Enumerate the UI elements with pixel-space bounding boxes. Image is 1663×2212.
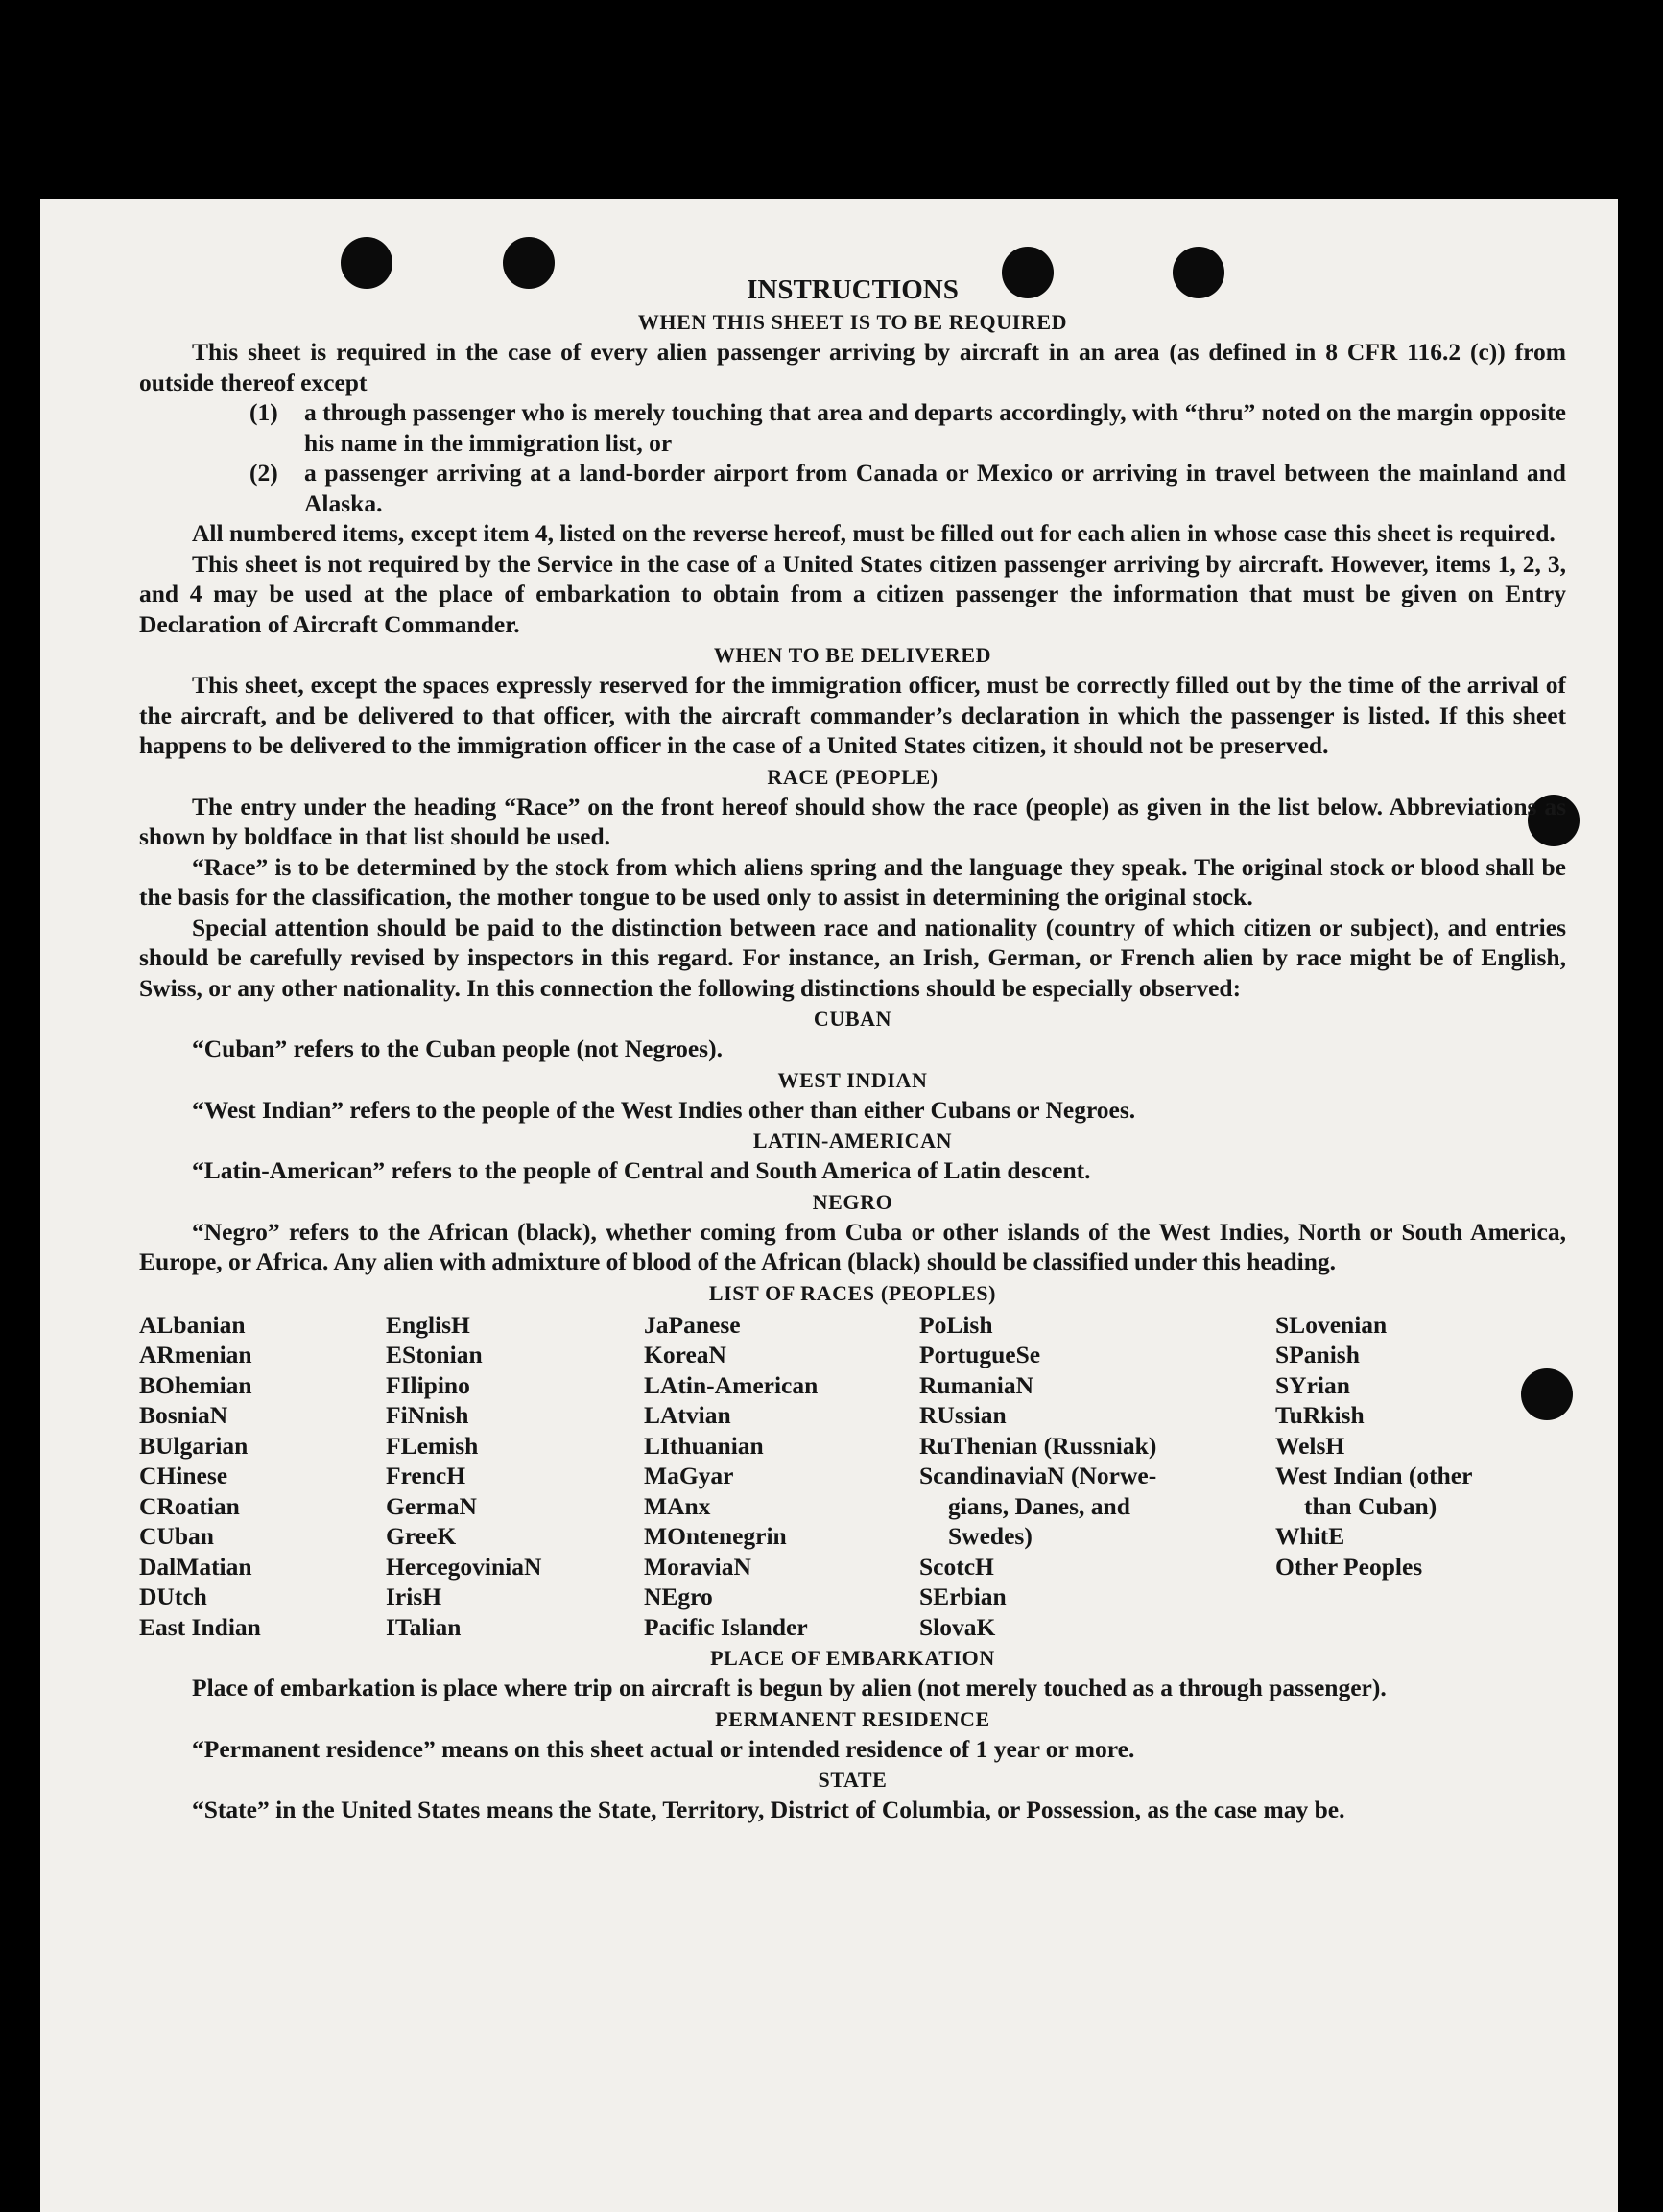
cuban-definition: “Cuban” refers to the Cuban people (not Negroes). [192, 1035, 723, 1062]
heading-place-of-embarkation: PLACE OF EMBARKATION [710, 1646, 995, 1670]
race-entry: DalMatian [139, 1552, 252, 1581]
race-entry-continued: Swedes) [948, 1522, 1033, 1550]
item-number: (2) [249, 459, 278, 487]
race-paragraph: The entry under the heading “Race” on the front hereof should show the race (people) as given in the list below. Abbreviations as shown by boldface in that list should be used. [139, 792, 1566, 850]
race-entry: FrencH [386, 1462, 466, 1489]
race-entry: EnglisH [386, 1310, 470, 1339]
race-entry: TuRkish [1275, 1401, 1365, 1429]
races-column [919, 1310, 1275, 1643]
race-entry: ScotcH [919, 1552, 994, 1581]
race-entry: ITalian [386, 1612, 462, 1641]
heading-latin-american: LATIN-AMERICAN [752, 1129, 953, 1153]
race-entry: Other Peoples [1275, 1552, 1423, 1581]
race-entry: RUssian [919, 1401, 1007, 1429]
race-entry: SLovenian [1275, 1310, 1388, 1339]
heading-permanent-residence: PERMANENT RESIDENCE [715, 1706, 990, 1731]
race-entry: PortugueSe [919, 1341, 1041, 1368]
race-entry: CHinese [139, 1462, 228, 1489]
race-entry-continued: than Cuban) [1304, 1491, 1437, 1520]
heading-race: RACE (PEOPLE) [767, 764, 938, 789]
race-entry: CRoatian [139, 1491, 240, 1520]
state-definition: “State” in the United States means the State, Territory, District of Columbia, or Possession, as the case may be. [192, 1796, 1345, 1823]
heading-west-indian: WEST INDIAN [777, 1067, 928, 1092]
race-entry: WelsH [1275, 1431, 1345, 1460]
exception-item [139, 458, 1566, 518]
races-column [139, 1310, 386, 1643]
race-entry: FLemish [386, 1431, 479, 1460]
race-entry: IrisH [386, 1582, 442, 1610]
race-entry: EStonian [386, 1341, 483, 1368]
latin-american-definition: “Latin-American” refers to the people of Central and South America of Latin descent. [192, 1156, 1091, 1184]
heading-state: STATE [818, 1768, 888, 1792]
heading-list-of-races: LIST OF RACES (PEOPLES) [708, 1280, 997, 1305]
race-entry: NEgro [644, 1582, 713, 1610]
intro-paragraph: This sheet is required in the case of every alien passenger arriving by aircraft in an area (as defined in 8 CFR 116.2 (c)) from outside thereof except [139, 338, 1566, 396]
race-entry: LIthuanian [644, 1431, 764, 1460]
document-sheet [40, 199, 1618, 2212]
race-entry: BUlgarian [139, 1431, 249, 1460]
race-entry: HercegovinіaN [386, 1552, 542, 1581]
race-entry: CUban [139, 1522, 214, 1550]
instructions-body [139, 274, 1566, 1825]
races-column [1275, 1310, 1534, 1643]
heading-when-required: WHEN THIS SHEET IS TO BE REQUIRED [637, 310, 1068, 334]
race-entry: KoreaN [644, 1341, 726, 1368]
west-indian-definition: “West Indian” refers to the people of the West Indies other than either Cubans or Negroes. [192, 1095, 1136, 1124]
heading-cuban: CUBAN [813, 1007, 892, 1031]
race-entry: MAnx [644, 1491, 711, 1520]
race-entry: SlovaK [919, 1612, 996, 1641]
race-entry: GreeK [386, 1522, 457, 1550]
race-entry: West Indian (other [1275, 1462, 1473, 1489]
race-entry: SYrian [1275, 1370, 1350, 1399]
race-entry: SPanish [1275, 1341, 1360, 1368]
race-entry-continued: gians, Danes, and [948, 1491, 1130, 1520]
embarkation-definition: Place of embarkation is place where trip on aircraft is begun by alien (not merely touched as a through passenger). [192, 1674, 1387, 1701]
race-entry: ARmenian [139, 1341, 252, 1368]
race-entry: BosniaN [139, 1401, 228, 1429]
race-entry: MoraviaN [644, 1552, 751, 1581]
race-entry: ScandinaviaN (Norwe- [919, 1462, 1157, 1489]
race-entry: GermaN [386, 1491, 477, 1520]
races-column [644, 1310, 919, 1643]
citizen-paragraph: This sheet is not required by the Service in the case of a United States citizen passenger arriving by aircraft. However, items 1, 2, 3, and 4 may be used at the place of embarkation to obtain from a citizen passenger the information that must be given on Entry Declaration of Aircraft Commander. [139, 549, 1566, 638]
race-entry: SErbian [919, 1582, 1007, 1610]
race-paragraph: Special attention should be paid to the distinction between race and nationality (country of which citizen or subject), and entries should be carefully revised by inspectors in this regard. For instance, an Irish, German, or French alien by race might be of English, Swiss, or any other nationality. In this connection the following distinctions should be especially observed: [139, 913, 1566, 1002]
delivery-paragraph: This sheet, except the spaces expressly reserved for the immigration officer, must be correctly filled out by the time of the arrival of the aircraft, and be delivered to that officer, with the aircraft commander’s declaration in which the passenger is listed. If this sheet happens to be delivered to the immigration officer in the case of a United States citizen, it should not be preserved. [139, 671, 1566, 759]
race-entry: LAtin-American [644, 1370, 819, 1399]
race-entry: JaPanese [644, 1310, 741, 1339]
page-title: INSTRUCTIONS [747, 274, 959, 305]
item-text: a through passenger who is merely touching that area and departs accordingly, with “thru” noted on the margin opposite his name in the immigration list, or [304, 398, 1566, 457]
race-entry: PoLish [919, 1310, 993, 1339]
race-entry: RumaniaN [919, 1370, 1034, 1399]
negro-definition: “Negro” refers to the African (black), whether coming from Cuba or other islands of the West Indies, North or South America, Europe, or Africa. Any alien with admixture of blood of the African (black) should be classified under this heading. [139, 1217, 1566, 1275]
item-text: a passenger arriving at a land-border airport from Canada or Mexico or arriving in travel between the mainland and Alaska. [304, 459, 1566, 517]
race-paragraph: “Race” is to be determined by the stock from which aliens spring and the language they speak. The original stock or blood shall be the basis for the classification, the mother tongue to be used only to assist in determining the original stock. [139, 852, 1566, 911]
race-entry: ALbanian [139, 1310, 246, 1339]
races-column [386, 1310, 644, 1643]
race-entry: East Indian [139, 1612, 261, 1641]
race-entry: BOhemian [139, 1370, 252, 1399]
exception-item [139, 397, 1566, 458]
races-list [139, 1310, 1566, 1643]
race-entry: DUtch [139, 1582, 207, 1610]
race-entry: RuThenian (Russniak) [919, 1431, 1157, 1460]
item-number: (1) [249, 398, 278, 426]
heading-negro: NEGRO [812, 1189, 893, 1214]
race-entry: FiNnish [386, 1401, 469, 1429]
residence-definition: “Permanent residence” means on this sheet actual or intended residence of 1 year or more. [192, 1734, 1135, 1763]
race-entry: FIlipino [386, 1370, 470, 1399]
race-entry: MaGyar [644, 1462, 734, 1489]
race-entry: WhitE [1275, 1522, 1345, 1550]
numbered-items-paragraph: All numbered items, except item 4, listed on the reverse hereof, must be filled out for each alien in whose case this sheet is required. [192, 519, 1556, 547]
race-entry: Pacific Islander [644, 1612, 808, 1641]
race-entry: LAtvian [644, 1401, 731, 1429]
race-entry: MOntenegrin [644, 1522, 787, 1550]
heading-when-delivered: WHEN TO BE DELIVERED [713, 643, 992, 667]
